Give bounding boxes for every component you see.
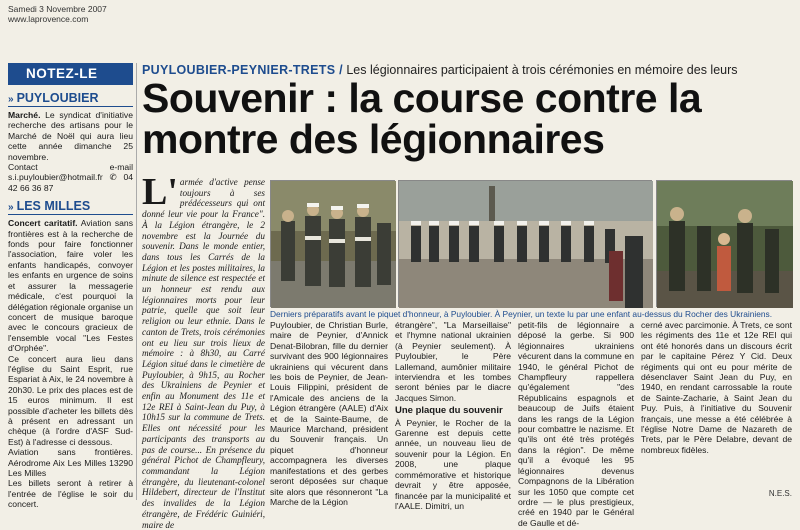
article-column-2: étrangère", "La Marseillaise" et l'hymne national ukrainien (à Peynier seulement). À Puyloubier, le Père Lallemand, aumônier militaire interviendra et les tombes seront bénies par le diacre Jacques Simon. Une plaque du souvenir À Peynier, le Rocher de la Garenne est depuis cette année, un nouveau lieu de souvenir pour la Légion. En 2008, une plaque commémorative et historique devrait y être apposée, financée par la municipalité et l'AALE. Dimitri, un	[395, 320, 511, 511]
author-signature: N.E.S.	[768, 489, 792, 498]
photo-carre-legion	[398, 180, 652, 307]
section-heading-les-milles: » LES MILLES	[8, 199, 133, 215]
masthead	[8, 4, 238, 24]
column-divider	[136, 63, 137, 500]
sidebar-paragraph: Marché. Le syndicat d'initiative recherche des artisans pour le Marché de Noël qui aura lieu cette année dimanche 25 novembre.	[8, 110, 133, 162]
sidebar-title: NOTEZ-LE	[8, 63, 133, 85]
section-heading-puyloubier: » PUYLOUBIER	[8, 91, 133, 107]
drop-cap: L'	[142, 171, 178, 213]
double-arrow-icon: »	[8, 202, 14, 214]
article-column-3: petit-fils de légionnaire a déposé la gerbe. Si 900 légionnaires ukrainiens vécurent dans la commune en 1940, le général Pichot de Champfleury rappellera qu'également "des Républicains espagnols et beaucoup de Juifs étaient dans les rangs de la Légion pour combattre le nazisme. Et qu'ils ont été très protégés dans la région". De même qu'il a évoqué les 95 légionnaires devenus Compagnons de la Libération sur les 1050 que compte cet ordre — le plus prestigieux, créé en 1940 par le Général de Gaulle et dé-	[518, 320, 634, 528]
website-url: www.laprovence.com	[8, 14, 89, 24]
issue-date: Samedi 3 Novembre 2007	[8, 4, 107, 14]
article-headline: Souvenir : la course contre la montre des légionnaires	[142, 75, 702, 162]
article-column-1: Puyloubier, de Christian Burle, maire de Peynier, d'Annick Denat-Bilobran, fille du dernier survivant des 900 légionnaires ukrainiens qui vécurent dans les bois de Peynier, de Jean-Louis Filippini, président de l'Amicale des anciens de la Légion étrangère (AALE) d'Aix et de la Sainte-Baume, de Maurice Marchand, président du Souvenir français. Un piquet d'honneur accompagnera les diverses manifestations et des gerbes seront déposées sur chaque site alors que résonneront "La Marche de la Légion	[270, 320, 388, 507]
kicker-subtitle: Les légionnaires participaient à trois cérémonies en mémoire des leurs	[342, 63, 738, 77]
photo-piquet-honneur	[270, 180, 395, 307]
photo-rocher-ukrainiens	[656, 180, 792, 307]
sidebar-paragraph: Aviation sans frontières. Aérodrome Aix Les Milles 13290 Les Milles	[8, 447, 133, 478]
double-arrow-icon: »	[8, 94, 14, 105]
photo-caption: Derniers préparatifs avant le piquet d'honneur, à Puyloubier. À Peynier, un texte lu par une enfant au-dessus du Rocher des Ukrainiens.	[270, 309, 773, 319]
sidebar-paragraph: Concert caritatif. Aviation sans frontières est à la recherche de fonds pour faire fonctionner l'association, faire voler les enfants handicapés, convoyer les enfants en urgence de soins et assurer la messagerie médicale, c'est pourquoi la délégation régionale organise un concert de musique baroque avec le concours gracieux de l'ensemble vocal "Les Festes d'Orphée".	[8, 218, 134, 354]
sidebar-contact: Contact e-mail s.i.puyloubier@hotmail.fr ✆ 04 42 66 36 87	[8, 162, 133, 193]
sidebar-paragraph: Les billets seront à retirer à l'entrée de l'église le soir du concert.	[8, 478, 133, 510]
kicker-location: PUYLOUBIER-PEYNIER-TRETS /	[142, 63, 343, 77]
subheading-plaque: Une plaque du souvenir	[395, 405, 503, 417]
notez-le-sidebar	[8, 63, 134, 510]
article-column-4: cerné avec parcimonie. À Trets, ce sont les régiments des 11e et 12e REI qui ont été honorés dans un discours écrit par le capitaine Pérez Y Cid. Deux régiments qui ont eu pour mérite de désenclaver Saint Jean du Puy, en 1940, en rendant carrossable la route de Sainte-Zacharie, à Saint Jean du Puy. Puis, à l'initiative du Souvenir français, une messe a été célébrée à l'église Notre Dame de Nazareth de Trets, par le Père Delabre, devant de nombreux fidèles.	[641, 320, 792, 455]
sidebar-paragraph: Ce concert aura lieu dans l'église du Saint Esprit, rue Espariat à Aix, le 24 novembre à 20h30. Le prix des places est de 15 euros minimum. Il est possible d'acheter les billets dès à présent en adressant un chèque (à l'ordre d'ASF Sud-Est) à l'adresse ci dessous.	[8, 353, 133, 447]
article-intro: L' armée d'active pense toujours à ses prédécesseurs qui ont donné leur vie pour la France". À la Légion étrangère, le 2 novembre est la Journée du souvenir. Dans le monde entier, dans tous les Carrés de la Légion et les postes militaires, la minute de silence est respectée et un honneur est rendu aux légionnaires morts pour leur patrie, quelle que soit leur religion ou leur ethnie. Dans le canton de Trets, trois cérémonies ont eu lieu sur trois lieux de mémoire : à 8h30, au Carré Légion situé dans le cimetière de Puyloubier, à 9h15, au Rocher des Ukrainiens de Peynier et enfin au Monument des 11e et 12e REI à Saint-Jean du Puy, à 10h15 sur la commune de Trets. Elles ont nécessité pour les participants des transports au pas de course... En présence du général Pichot de Champfleury, commandant la Légion étrangère, du lieutenant-colonel Hildebert, directeur de l'Institut des invalides de la Légion étrangère, de Frédéric Guiniéri, maire de	[142, 171, 265, 530]
